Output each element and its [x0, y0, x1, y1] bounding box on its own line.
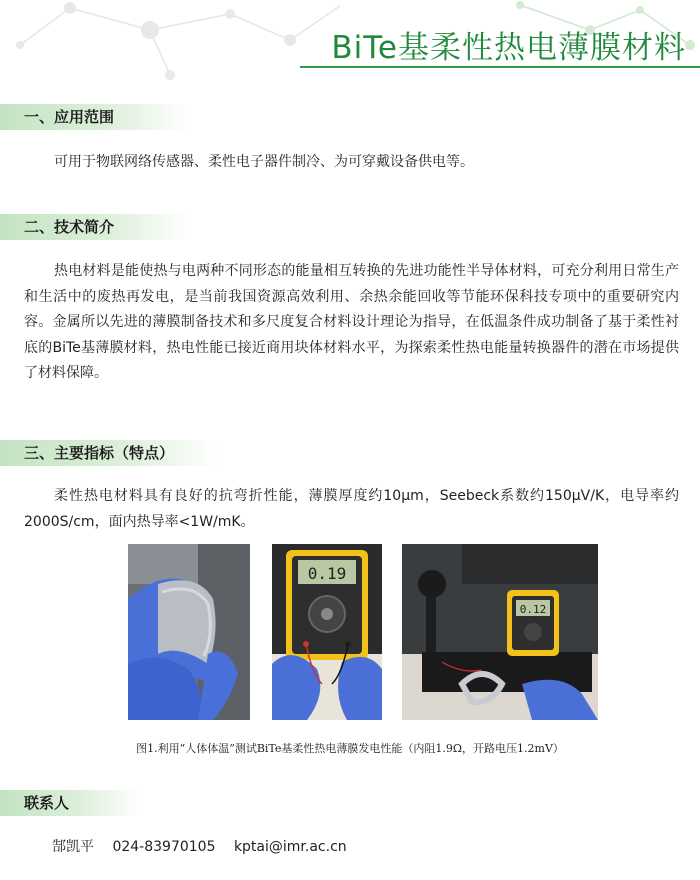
section-heading-indicators: 三、主要指标（特点） [0, 440, 220, 466]
indicators-text: 柔性热电材料具有良好的抗弯折性能，薄膜厚度约10μm，Seebeck系数约150μV/K，电导率约2000S/cm，面内热导率<1W/mK。 [24, 488, 679, 530]
photo-multimeter-1 [272, 544, 382, 720]
page-title: BiTe基柔性热电薄膜材料 [331, 30, 686, 66]
meter-reading-2: 0.12 [519, 603, 547, 616]
photo-flexible-film [128, 544, 250, 720]
contact-line [52, 836, 361, 856]
introduction-text: 热电材料是能使热与电两种不同形态的能量相互转换的先进功能性半导体材料，可充分利用日常生产和生活中的废热再发电，是当前我国资源高效利用、余热余能回收等节能环保科技专项中的重要研究内容。金属所以先进的薄膜制备技术和多尺度复合材料设计理论为指导，在低温条件成功制备了基于柔性衬底的BiTe基薄膜材料，热电性能已接近商用块体材料水平，为探索柔性热电能量转换器件的潜在市场提供了材料保障。 [24, 263, 679, 381]
contact-phone: 024-83970105 [112, 839, 216, 855]
photo-multimeter-2 [402, 544, 598, 720]
meter-reading-1: 0.19 [307, 564, 347, 583]
contact-name: 郜凯平 [52, 839, 94, 855]
section-heading-introduction: 二、技术简介 [0, 214, 190, 240]
title-underline [300, 66, 700, 68]
application-text: 可用于物联网络传感器、柔性电子器件制冷、为可穿戴设备供电等。 [54, 154, 474, 170]
section-heading-application: 一、应用范围 [0, 104, 190, 130]
figure-caption: 图1.利用“人体体温”测试BiTe基柔性热电薄膜发电性能（内阻1.9Ω，开路电压1.2mV） [136, 742, 564, 755]
section-heading-contact: 联系人 [0, 790, 140, 816]
contact-email[interactable]: kptai@imr.ac.cn [233, 839, 347, 855]
